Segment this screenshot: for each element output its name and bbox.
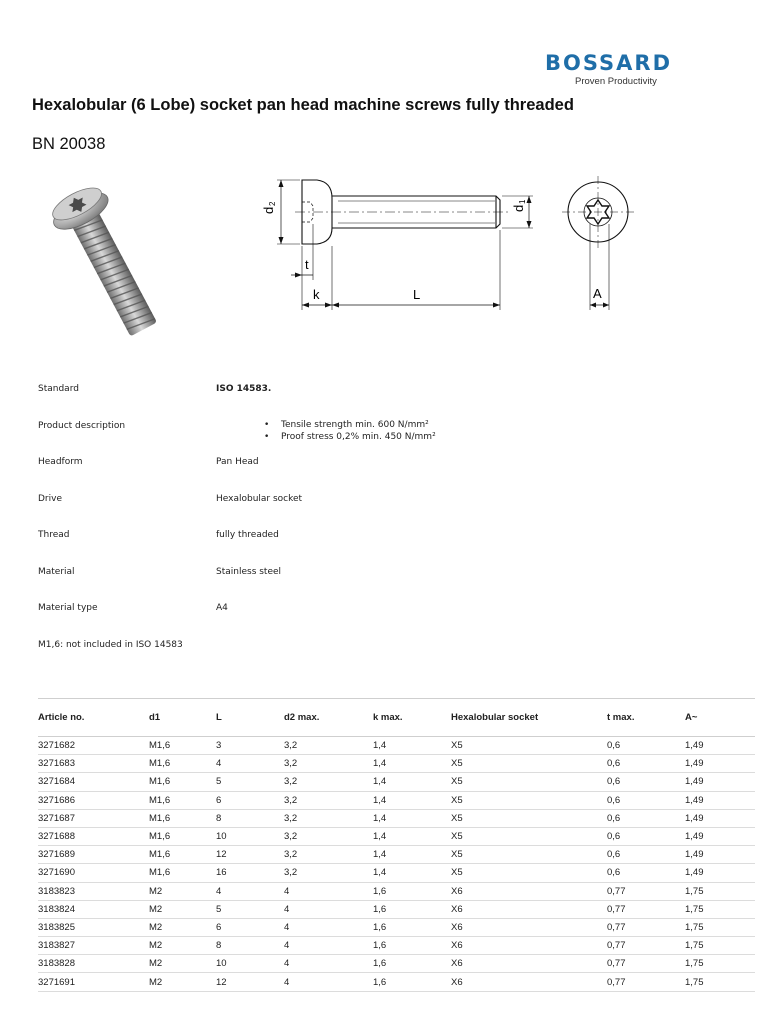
table-cell: 0,6	[607, 773, 685, 791]
property-label: Material type	[38, 603, 98, 613]
property-value: Hexalobular socket	[216, 493, 303, 504]
table-cell: 1,75	[685, 937, 755, 955]
technical-drawing-side	[255, 170, 555, 315]
table-row	[38, 973, 755, 991]
table-cell: 3271691	[38, 973, 149, 991]
table-cell: 1,49	[685, 827, 755, 845]
table-cell: 1,75	[685, 973, 755, 991]
table-cell: X6	[451, 918, 607, 936]
table-header-row	[38, 699, 755, 737]
table-row	[38, 900, 755, 918]
table-cell: 1,49	[685, 809, 755, 827]
property-headform	[38, 451, 598, 488]
table-row	[38, 955, 755, 973]
table-cell: M1,6	[149, 755, 216, 773]
property-value: Pan Head	[216, 457, 259, 467]
table-cell: 10	[216, 827, 284, 845]
table-cell: 4	[284, 937, 373, 955]
column-header: A~	[685, 699, 755, 737]
table-cell: M1,6	[149, 791, 216, 809]
table-cell: 4	[216, 755, 284, 773]
label-t: t	[305, 257, 309, 272]
table-cell: 0,6	[607, 791, 685, 809]
property-thread	[38, 524, 598, 561]
table-cell: 1,49	[685, 791, 755, 809]
table-row	[38, 809, 755, 827]
table-cell: 1,49	[685, 773, 755, 791]
table-cell: 3271684	[38, 773, 149, 791]
screw-photo	[30, 168, 205, 363]
table-cell: 4	[216, 882, 284, 900]
page-title: Hexalobular (6 Lobe) socket pan head machine screws fully threaded	[32, 96, 574, 114]
dimensions-table	[38, 698, 755, 992]
table-cell: X5	[451, 791, 607, 809]
property-label: Standard	[38, 384, 79, 394]
table-cell: 1,49	[685, 755, 755, 773]
property-value: ISO 14583.	[216, 384, 272, 394]
table-cell: M1,6	[149, 827, 216, 845]
table-cell: 12	[216, 846, 284, 864]
table-cell: 3271688	[38, 827, 149, 845]
table-cell: 3271690	[38, 864, 149, 882]
table-cell: 1,6	[373, 918, 451, 936]
property-standard	[38, 378, 598, 415]
logo-tagline: Proven Productivity	[575, 76, 657, 87]
property-label: Product description	[38, 420, 126, 431]
list-item: • Proof stress 0,2% min. 450 N/mm²	[264, 431, 436, 443]
property-product-description	[38, 415, 598, 452]
table-cell: 1,6	[373, 900, 451, 918]
table-cell: 12	[216, 973, 284, 991]
table-cell: M2	[149, 973, 216, 991]
label-d1-sub: 1	[518, 199, 527, 204]
label-L: L	[413, 287, 421, 302]
table-cell: X6	[451, 937, 607, 955]
table-cell: M1,6	[149, 864, 216, 882]
column-header: Article no.	[38, 699, 149, 737]
label-d2: d	[261, 206, 276, 214]
table-cell: 3271689	[38, 846, 149, 864]
table-cell: M2	[149, 900, 216, 918]
table-cell: X5	[451, 755, 607, 773]
table-cell: 3,2	[284, 864, 373, 882]
table-cell: 1,75	[685, 955, 755, 973]
table-cell: M2	[149, 937, 216, 955]
product-code: BN 20038	[32, 135, 106, 153]
table-cell: 3,2	[284, 791, 373, 809]
property-value: A4	[216, 603, 228, 613]
table-cell: 1,6	[373, 955, 451, 973]
table-cell: 6	[216, 918, 284, 936]
table-cell: X5	[451, 773, 607, 791]
product-description-list	[264, 419, 436, 443]
table-cell: 10	[216, 955, 284, 973]
table-cell: 8	[216, 809, 284, 827]
table-cell: X6	[451, 955, 607, 973]
table-cell: X5	[451, 737, 607, 755]
table-cell: 0,6	[607, 827, 685, 845]
column-header: Hexalobular socket	[451, 699, 607, 737]
property-label: Headform	[38, 457, 83, 467]
table-cell: 0,6	[607, 809, 685, 827]
table-cell: 3271686	[38, 791, 149, 809]
table-cell: X6	[451, 973, 607, 991]
technical-drawing-end-view	[560, 170, 635, 315]
column-header: d2 max.	[284, 699, 373, 737]
table-row	[38, 755, 755, 773]
table-row	[38, 918, 755, 936]
table-cell: 1,75	[685, 882, 755, 900]
table-cell: 4	[284, 882, 373, 900]
table-cell: 1,49	[685, 846, 755, 864]
column-header: k max.	[373, 699, 451, 737]
table-cell: 3,2	[284, 773, 373, 791]
label-A: A	[593, 286, 602, 301]
table-cell: 4	[284, 900, 373, 918]
label-d2-sub: 2	[268, 201, 277, 206]
table-cell: 0,6	[607, 864, 685, 882]
standard-note	[38, 634, 598, 664]
table-cell: 0,77	[607, 937, 685, 955]
table-cell: 8	[216, 937, 284, 955]
table-cell: 3183823	[38, 882, 149, 900]
table-cell: 0,77	[607, 973, 685, 991]
table-cell: 1,4	[373, 755, 451, 773]
table-cell: 3183828	[38, 955, 149, 973]
table-cell: 3271682	[38, 737, 149, 755]
table-cell: 0,77	[607, 882, 685, 900]
table-cell: 6	[216, 791, 284, 809]
property-value: Stainless steel	[216, 566, 282, 577]
table-row	[38, 864, 755, 882]
table-cell: 1,4	[373, 737, 451, 755]
label-d1: d	[511, 204, 526, 212]
table-cell: 3,2	[284, 755, 373, 773]
table-cell: 1,75	[685, 900, 755, 918]
list-item: • Tensile strength min. 600 N/mm²	[264, 419, 436, 431]
property-label: Thread	[38, 530, 70, 540]
table-cell: 3,2	[284, 846, 373, 864]
table-cell: 3271683	[38, 755, 149, 773]
properties-section	[38, 378, 598, 664]
table-cell: M2	[149, 882, 216, 900]
table-cell: 1,4	[373, 809, 451, 827]
column-header: t max.	[607, 699, 685, 737]
property-label: Material	[38, 566, 75, 577]
table-cell: 4	[284, 955, 373, 973]
column-header: d1	[149, 699, 216, 737]
table-cell: 5	[216, 900, 284, 918]
table-cell: 4	[284, 918, 373, 936]
table-cell: 16	[216, 864, 284, 882]
property-material	[38, 561, 598, 598]
table-cell: M1,6	[149, 773, 216, 791]
table-cell: 1,6	[373, 882, 451, 900]
table-cell: 1,49	[685, 864, 755, 882]
table-cell: 3183827	[38, 937, 149, 955]
table-cell: 1,4	[373, 791, 451, 809]
table-body	[38, 737, 755, 992]
table-cell: M2	[149, 955, 216, 973]
column-header: L	[216, 699, 284, 737]
table-row	[38, 791, 755, 809]
table-cell: M1,6	[149, 737, 216, 755]
table-cell: 0,77	[607, 918, 685, 936]
property-label: Drive	[38, 493, 62, 504]
table-cell: 0,77	[607, 955, 685, 973]
note-text: M1,6: not included in ISO 14583	[38, 639, 183, 650]
table-cell: 3,2	[284, 809, 373, 827]
table-cell: X5	[451, 809, 607, 827]
property-value: fully threaded	[216, 530, 279, 540]
table-row	[38, 827, 755, 845]
table-row	[38, 882, 755, 900]
bossard-logo	[545, 50, 685, 92]
table-cell: 1,75	[685, 918, 755, 936]
table-cell: 0,6	[607, 846, 685, 864]
table-cell: M1,6	[149, 809, 216, 827]
label-k: k	[313, 287, 320, 302]
table-cell: 1,4	[373, 846, 451, 864]
table-cell: 0,6	[607, 755, 685, 773]
table-cell: 1,4	[373, 827, 451, 845]
table-row	[38, 937, 755, 955]
table-cell: 3	[216, 737, 284, 755]
table-cell: X5	[451, 846, 607, 864]
logo-wordmark: BOSSARD	[545, 51, 673, 75]
table-cell: X6	[451, 882, 607, 900]
table-cell: X6	[451, 900, 607, 918]
table-row	[38, 846, 755, 864]
table-cell: M2	[149, 918, 216, 936]
table-cell: 3271687	[38, 809, 149, 827]
table-cell: 0,77	[607, 900, 685, 918]
table-cell: 3,2	[284, 737, 373, 755]
table-cell: 1,49	[685, 737, 755, 755]
table-cell: 0,6	[607, 737, 685, 755]
table-cell: 5	[216, 773, 284, 791]
table-row	[38, 773, 755, 791]
table-row	[38, 737, 755, 755]
table-cell: 1,6	[373, 973, 451, 991]
table-cell: 3183824	[38, 900, 149, 918]
property-drive	[38, 488, 598, 525]
table-cell: 4	[284, 973, 373, 991]
table-cell: 3,2	[284, 827, 373, 845]
table-cell: X5	[451, 864, 607, 882]
table-cell: 1,6	[373, 937, 451, 955]
table-cell: M1,6	[149, 846, 216, 864]
table-cell: 1,4	[373, 864, 451, 882]
property-material-type	[38, 597, 598, 634]
table-cell: 3183825	[38, 918, 149, 936]
table-cell: X5	[451, 827, 607, 845]
table-cell: 1,4	[373, 773, 451, 791]
